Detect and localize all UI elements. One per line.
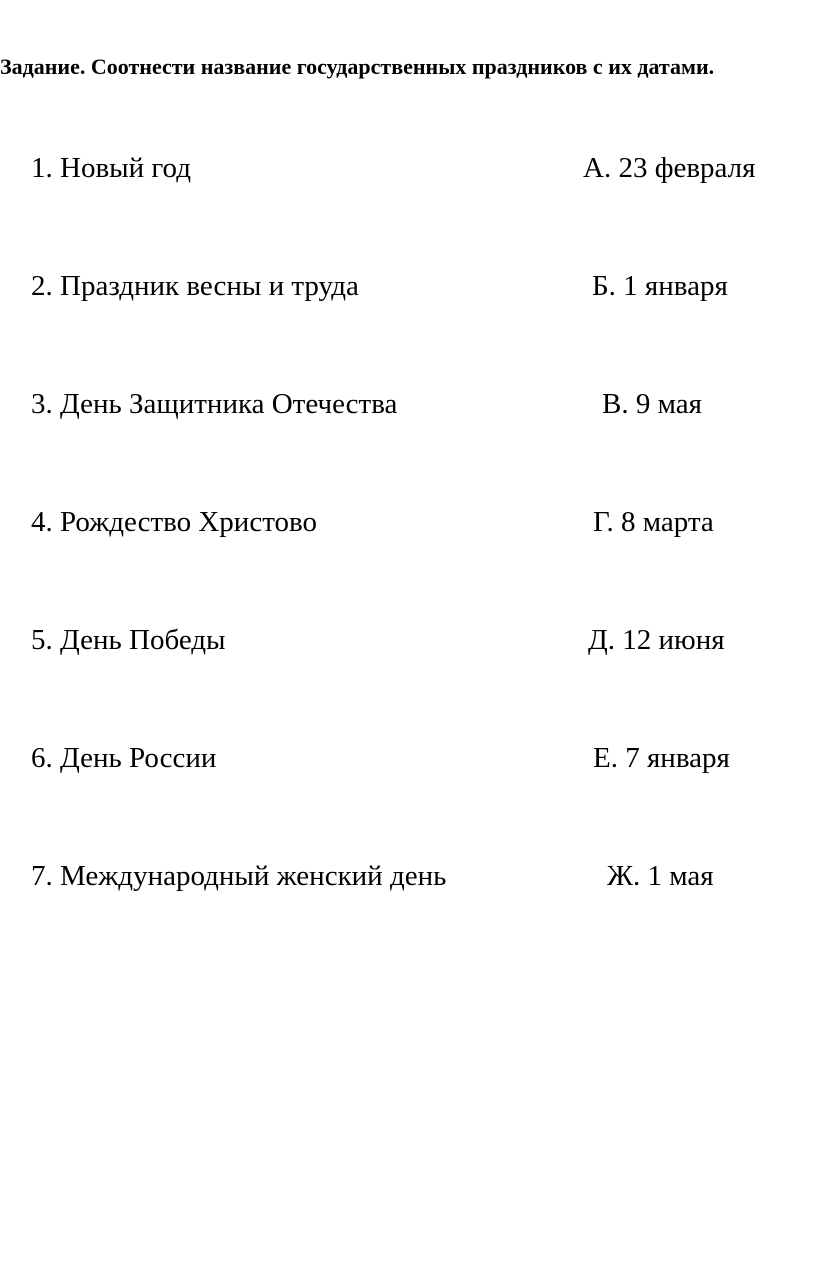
- matching-row: [0, 148, 816, 188]
- holiday-item: 2. Праздник весны и труда: [31, 270, 359, 302]
- date-item: Ж. 1 мая: [607, 860, 714, 892]
- holiday-item: 3. День Защитника Отечества: [31, 388, 398, 420]
- matching-row: [0, 620, 816, 660]
- matching-row: [0, 856, 816, 896]
- date-item: Б. 1 января: [592, 270, 728, 302]
- matching-row: [0, 384, 816, 424]
- holiday-item: 4. Рождество Христово: [31, 506, 317, 538]
- date-item: В. 9 мая: [602, 388, 702, 420]
- holiday-item: 1. Новый год: [31, 152, 191, 184]
- holiday-item: 7. Международный женский день: [31, 860, 447, 892]
- date-item: Е. 7 января: [593, 742, 730, 774]
- date-item: А. 23 февраля: [583, 152, 756, 184]
- date-item: Г. 8 марта: [593, 506, 714, 538]
- task-title: Задание. Соотнести название государственных праздников с их датами.: [0, 54, 715, 79]
- holiday-item: 5. День Победы: [31, 624, 226, 656]
- holiday-item: 6. День России: [31, 742, 217, 774]
- date-item: Д. 12 июня: [588, 624, 725, 656]
- matching-row: [0, 738, 816, 778]
- matching-row: [0, 502, 816, 542]
- matching-row: [0, 266, 816, 306]
